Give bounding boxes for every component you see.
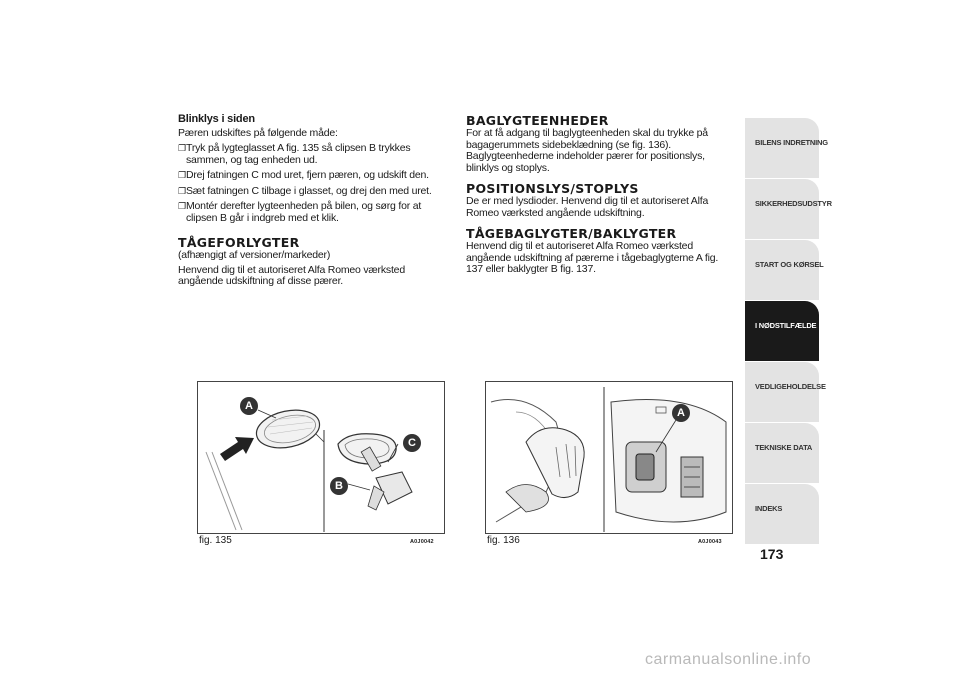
section-heading-fog-lights: TÅGEFORLYGTER [178, 235, 300, 250]
lamp-unit-illustration [611, 400, 726, 523]
side-indicator-illustration [198, 382, 444, 533]
checkbox-bullet-icon: ❐ [178, 143, 186, 153]
tab-indeks[interactable]: INDEKS [745, 484, 819, 544]
list-item: ❐ Montér derefter lygteenheden på bilen, og sørg for at clipsen B går i indgreb med et klik. [178, 200, 422, 224]
label-badge: A [240, 397, 258, 415]
checkbox-bullet-icon: ❐ [178, 170, 186, 180]
fog-text: Henvend dig til et autoriseret Alfa Romeo værksted angående udskiftning af disse pærer. [178, 263, 405, 287]
tab-bilens-indretning[interactable]: BILENS INDRETNING [745, 118, 819, 178]
label-badge: C [403, 434, 421, 452]
figure-136 [485, 381, 733, 534]
rear-light-access-illustration [486, 382, 732, 533]
rear-fog-text: Henvend dig til et autoriseret Alfa Romeo værksted angående udskiftning af pærerne i tågebaglygterne A fig. 137 eller baklygter B fig. 137. [466, 240, 719, 275]
list-item: ❐ Drej fatningen C mod uret, fjern pæren, og udskift den. [178, 169, 429, 181]
figure-caption: fig. 135 [199, 535, 232, 546]
figure-caption: fig. 136 [487, 535, 520, 546]
bulb-socket-detail [338, 434, 412, 510]
chapter-tabs [745, 118, 832, 545]
page-number: 173 [760, 546, 784, 562]
tab-start-og-korsel[interactable]: START OG KØRSEL [745, 240, 819, 300]
section-heading-rear-lights: BAGLYGTEENHEDER [466, 113, 609, 128]
figure-code: A0J0042 [410, 539, 434, 545]
checkbox-bullet-icon: ❐ [178, 201, 186, 211]
tab-vedligeholdelse[interactable]: VEDLIGEHOLDELSE [745, 362, 819, 422]
left-column [178, 114, 450, 294]
checkbox-bullet-icon: ❐ [178, 185, 186, 196]
section-heading-side-indicator: Blinklys i siden [178, 113, 255, 125]
tab-i-nodstilfaelde[interactable]: I NØDSTILFÆLDE [745, 301, 819, 361]
watermark-text: carmanualsonline.info [645, 651, 812, 668]
tab-tekniske-data[interactable]: TEKNISKE DATA [745, 423, 819, 483]
position-stop-text: De er med lysdioder. Henvend dig til et autoriseret Alfa Romeo værksted angående udskiftning. [466, 195, 709, 219]
section-heading-position-stop: POSITIONSLYS/STOPLYS [466, 181, 639, 196]
label-badge: B [330, 477, 348, 495]
list-item: ❐ Sæt fatningen C tilbage i glasset, og drej den med uret. [178, 184, 432, 197]
push-arrow-icon [220, 437, 254, 461]
tab-sikkerhedsudstyr[interactable]: SIKKERHEDSUDSTYR [745, 179, 819, 239]
list-item: ❐ Tryk på lygteglasset A fig. 135 så clipsen B trykkes sammen, og tag enheden ud. [178, 142, 411, 166]
intro-text: Pæren udskiftes på følgende måde: [178, 126, 338, 139]
section-heading-rear-fog: TÅGEBAGLYGTER/BAKLYGTER [466, 226, 677, 241]
fog-subtitle: (afhængigt af versioner/markeder) [178, 249, 331, 261]
label-badge: A [672, 404, 690, 422]
figure-code: A0J0043 [698, 539, 722, 545]
rear-lights-text: For at få adgang til baglygteenheden skal du trykke på bagagerummets sidebeklædning (se fig. 136). Baglygteenhederne indeholder pærer for positionslys, blinklys og stoplys. [466, 127, 708, 174]
figure-135 [197, 381, 445, 534]
right-column [466, 114, 734, 282]
